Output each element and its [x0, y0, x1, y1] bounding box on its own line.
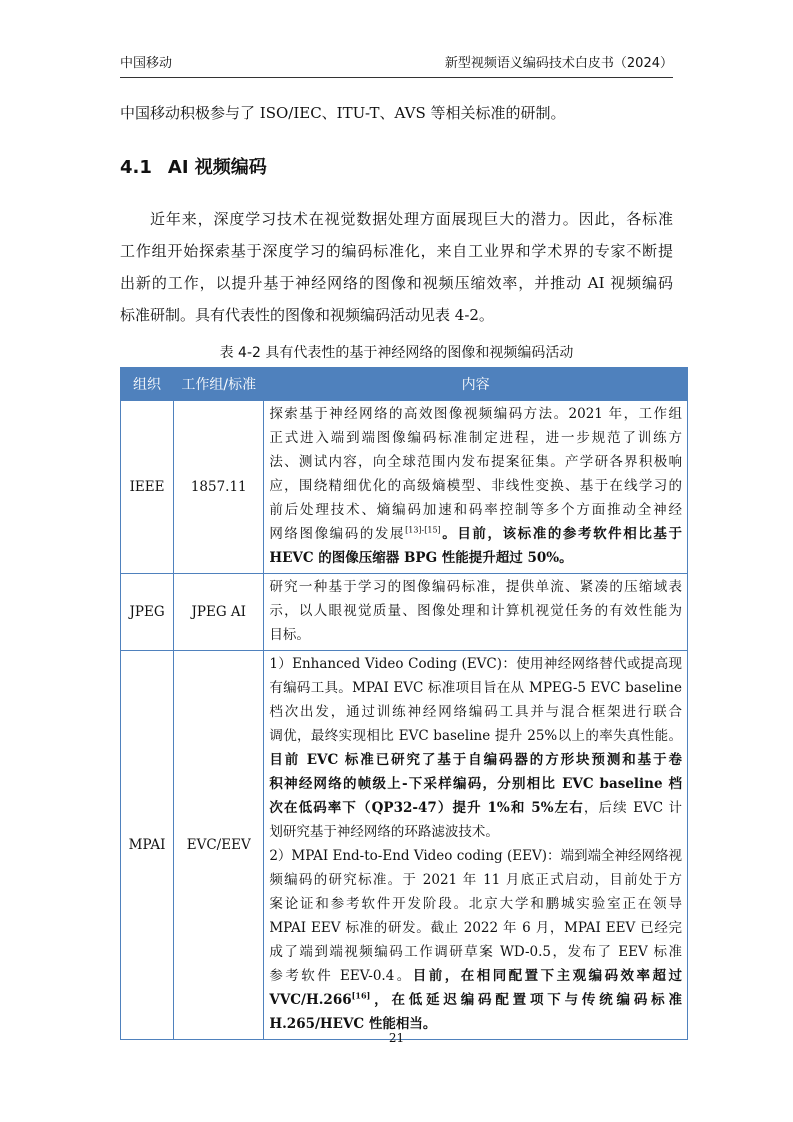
table-caption: 表 4-2 具有代表性的基于神经网络的图像和视频编码活动 [219, 345, 574, 361]
section-title: AI 视频编码 [167, 157, 267, 178]
content-line: 划研究基于神经网络的环路滤波技术。 [269, 824, 499, 840]
content-line: 成了端到端视频编码工作调研草案 WD-0.5，发布了 EEV 标准 [269, 944, 682, 960]
content-text: 网络图像编码的发展 [269, 526, 406, 542]
content-line: 案论证和参考软件开发阶段。北京大学和鹏城实验室正在领导 [269, 896, 682, 912]
citation: [13]-[15] [405, 525, 441, 535]
citation: [16] [351, 990, 371, 1001]
header-group: 工作组/标准 [174, 368, 264, 401]
content-line: 2）MPAI End-to-End Video coding (EEV)：端到端全神经网络视 [269, 848, 682, 864]
content-line: 正式进入端到端图像编码标准制定进程，进一步规范了训练方 [269, 430, 682, 446]
content-line: 频编码的研究标准。于 2021 年 11 月底正式启动，目前处于方 [269, 872, 682, 888]
content-line: 目标。 [269, 627, 310, 643]
group-cell: 1857.11 [174, 401, 264, 574]
org-cell: JPEG [121, 574, 174, 651]
table-row-jpeg [121, 574, 688, 651]
org-cell: IEEE [121, 401, 174, 574]
header-org: 组织 [121, 368, 174, 401]
content-text-bold: 。目前，该标准的参考软件相比基于 [440, 526, 683, 542]
body-paragraph [120, 203, 673, 331]
section-heading [120, 153, 267, 179]
content-line: MPAI EEV 标准的研发。截止 2022 年 6 月，MPAI EEV 已经完 [269, 920, 682, 936]
content-line: 示，以人眼视觉质量、图像处理和计算机视觉任务的有效性能为 [269, 603, 682, 619]
content-text-bold: 次在低码率下（QP32-47）提升 1%和 5%左右 [269, 800, 584, 816]
content-line [269, 988, 682, 1012]
content-text: 参考软件 EEV-0.4。 [269, 968, 413, 984]
header-org: 中国移动 [120, 56, 173, 71]
intro-line: 中国移动积极参与了 ISO/IEC、ITU-T、AVS 等相关标准的研制。 [120, 104, 566, 122]
header-rule [120, 77, 673, 78]
table-row-mpai [121, 651, 688, 1040]
content-line [269, 796, 682, 820]
table-header-row [121, 368, 688, 401]
content-cell [264, 401, 688, 574]
paragraph-line: 近年来，深度学习技术在视觉数据处理方面展现巨大的潜力。因此，各标准 [150, 210, 673, 228]
content-cell [264, 651, 688, 1040]
content-text-bold: ，在低延迟编码配置项下与传统编码标准 [370, 992, 682, 1008]
content-line: 有编码工具。MPAI EVC 标准项目旨在从 MPEG-5 EVC baseline [269, 680, 682, 696]
page-number: 21 [388, 1031, 405, 1045]
content-line: HEVC 的图像压缩器 BPG 性能提升超过 50%。 [269, 550, 573, 566]
content-cell [264, 574, 688, 651]
content-line: H.265/HEVC 性能相当。 [269, 1016, 437, 1032]
content-line: 档次出发，通过训练神经网络编码工具并与混合框架进行联合 [269, 704, 682, 720]
activities-table [120, 367, 688, 1040]
paragraph-line: 出新的工作，以提升基于神经网络的图像和视频压缩效率，并推动 AI 视频编码 [120, 274, 673, 292]
paragraph-line: 标准研制。具有代表性的图像和视频编码活动见表 4-2。 [120, 306, 494, 324]
content-line [269, 964, 682, 988]
content-line: 研究一种基于学习的图像编码标准，提供单流、紧凑的压缩域表 [269, 579, 682, 595]
content-line: 前后处理技术、熵编码加速和码率控制等多个方面推动全神经 [269, 502, 682, 518]
content-line [269, 522, 682, 546]
section-number: 4.1 [120, 157, 152, 178]
content-line: 积神经网络的帧级上-下采样编码，分别相比 EVC baseline 档 [269, 776, 682, 792]
header-content: 内容 [264, 368, 688, 401]
org-cell: MPAI [121, 651, 174, 1040]
group-cell: JPEG AI [174, 574, 264, 651]
content-text: ，后续 EVC 计 [583, 800, 682, 816]
content-line: 目前 EVC 标准已研究了基于自编码器的方形块预测和基于卷 [269, 752, 682, 768]
group-cell: EVC/EEV [174, 651, 264, 1040]
content-line: 调优，最终实现相比 EVC baseline 提升 25%以上的率失真性能。 [269, 728, 682, 744]
header-doc-title: 新型视频语义编码技术白皮书（2024） [444, 56, 673, 71]
content-line: 探索基于神经网络的高效图像视频编码方法。2021 年，工作组 [269, 406, 682, 422]
content-line: 应，围绕精细优化的高级熵模型、非线性变换、基于在线学习的 [269, 478, 682, 494]
content-text-bold: 目前，在相同配置下主观编码效率超过 [412, 968, 683, 984]
content-line: 法、测试内容，向全球范围内发布提案征集。产学研各界积极响 [269, 454, 682, 470]
table-row-ieee [121, 401, 688, 574]
content-text-bold: VVC/H.266 [269, 992, 352, 1008]
paragraph-line: 工作组开始探索基于深度学习的编码标准化，来自工业界和学术界的专家不断提 [120, 242, 673, 260]
content-line: 1）Enhanced Video Coding (EVC)：使用神经网络替代或提高现 [269, 656, 682, 672]
